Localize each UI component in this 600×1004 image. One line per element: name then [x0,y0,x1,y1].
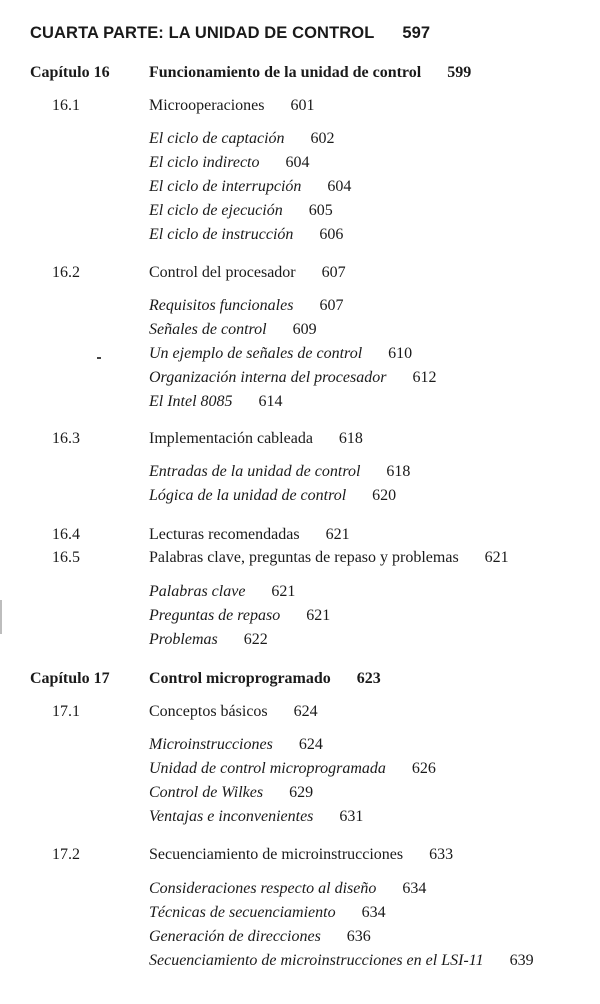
subsection-entry [149,784,313,802]
subsection-page: 620 [372,487,397,504]
section-16-5-number: 16.5 [52,549,80,566]
subsection-page: 629 [289,784,314,801]
subsection-page: 610 [388,345,413,362]
subsection-entry [149,952,534,970]
subsection-entry [149,583,295,601]
stray-mark [97,357,101,359]
chapter-17-page: 623 [356,670,381,687]
section-16-1 [149,97,315,115]
section-16-5 [149,549,509,567]
subsection-page: 609 [292,321,317,338]
section-17-2 [149,846,453,864]
scan-edge-mark [0,600,2,634]
chapter-17-title-text: Control microprogramado [149,670,331,687]
chapter-16-title-text: Funcionamiento de la unidad de control [149,64,422,81]
subsection-page: 626 [411,760,436,777]
subsection-page: 612 [412,369,437,386]
chapter-16-page: 599 [447,64,472,81]
subsection-page: 624 [298,736,323,753]
subsection-entry [149,393,283,411]
section-16-5-title: Palabras clave, preguntas de repaso y problemas [149,549,459,566]
subsection-title: Preguntas de repaso [149,607,281,624]
subsection-page: 631 [339,808,364,825]
subsection-entry [149,202,333,220]
subsection-entry [149,178,351,196]
subsection-title: Un ejemplo de señales de control [149,345,363,362]
subsection-entry [149,297,343,315]
section-16-1-page: 601 [290,97,315,114]
subsection-entry [149,345,412,363]
subsection-entry [149,736,323,754]
subsection-entry [149,760,436,778]
section-16-3 [149,430,363,448]
subsection-entry [149,369,436,387]
subsection-title: El Intel 8085 [149,393,233,410]
subsection-title: Palabras clave [149,583,246,600]
section-16-2 [149,264,346,282]
subsection-page: 605 [308,202,333,219]
chapter-17-label: Capítulo 17 [30,670,110,687]
subsection-title: Secuenciamiento de microinstrucciones en el LSI-11 [149,952,484,969]
subsection-title: Lógica de la unidad de control [149,487,347,504]
subsection-title: El ciclo de interrupción [149,178,302,195]
section-17-2-title: Secuenciamiento de microinstrucciones [149,846,404,863]
subsection-title: Microinstrucciones [149,736,273,753]
subsection-title: Control de Wilkes [149,784,264,801]
subsection-title: Señales de control [149,321,267,338]
part-header [30,24,430,43]
section-16-1-title: Microoperaciones [149,97,265,114]
chapter-16-label: Capítulo 16 [30,64,110,81]
section-17-1 [149,703,318,721]
section-17-1-number: 17.1 [52,703,80,720]
subsection-entry [149,130,335,148]
part-page: 597 [402,24,431,42]
section-16-2-title: Control del procesador [149,264,296,281]
subsection-entry [149,631,268,649]
subsection-title: Organización interna del procesador [149,369,387,386]
subsection-title: Consideraciones respecto al diseño [149,880,377,897]
subsection-title: El ciclo de instrucción [149,226,294,243]
subsection-title: Unidad de control microprogramada [149,760,386,777]
section-16-3-number: 16.3 [52,430,80,447]
section-16-2-page: 607 [321,264,346,281]
subsection-entry [149,463,410,481]
subsection-title: El ciclo de captación [149,130,285,147]
subsection-page: 622 [243,631,268,648]
chapter-17-title [149,670,381,688]
subsection-title: Ventajas e inconvenientes [149,808,314,825]
subsection-title: El ciclo indirecto [149,154,260,171]
subsection-page: 607 [319,297,344,314]
part-title: CUARTA PARTE: LA UNIDAD DE CONTROL [30,24,375,42]
subsection-entry [149,808,363,826]
chapter-16-title [149,64,471,82]
section-16-3-title: Implementación cableada [149,430,313,447]
subsection-entry [149,928,371,946]
subsection-page: 636 [346,928,371,945]
subsection-page: 604 [327,178,352,195]
section-16-4-number: 16.4 [52,526,80,543]
section-17-1-page: 624 [293,703,318,720]
section-16-4 [149,526,350,544]
section-16-3-page: 618 [338,430,363,447]
section-17-2-page: 633 [429,846,454,863]
subsection-entry [149,154,309,172]
section-17-1-title: Conceptos básicos [149,703,268,720]
subsection-title: Técnicas de secuenciamiento [149,904,336,921]
section-16-1-number: 16.1 [52,97,80,114]
subsection-page: 604 [285,154,310,171]
subsection-entry [149,321,317,339]
subsection-page: 634 [361,904,386,921]
subsection-title: Problemas [149,631,218,648]
subsection-page: 614 [258,393,283,410]
subsection-page: 639 [509,952,534,969]
subsection-entry [149,226,343,244]
subsection-page: 606 [319,226,344,243]
subsection-entry [149,607,330,625]
section-16-4-title: Lecturas recomendadas [149,526,300,543]
subsection-page: 621 [271,583,296,600]
section-17-2-number: 17.2 [52,846,80,863]
subsection-entry [149,487,396,505]
section-16-5-page: 621 [484,549,509,566]
subsection-title: Requisitos funcionales [149,297,294,314]
subsection-page: 618 [386,463,411,480]
subsection-title: Entradas de la unidad de control [149,463,361,480]
subsection-page: 602 [310,130,335,147]
subsection-title: Generación de direcciones [149,928,321,945]
subsection-page: 634 [402,880,427,897]
subsection-page: 621 [306,607,331,624]
section-16-2-number: 16.2 [52,264,80,281]
subsection-title: El ciclo de ejecución [149,202,283,219]
section-16-4-page: 621 [325,526,350,543]
subsection-entry [149,904,386,922]
subsection-entry [149,880,426,898]
